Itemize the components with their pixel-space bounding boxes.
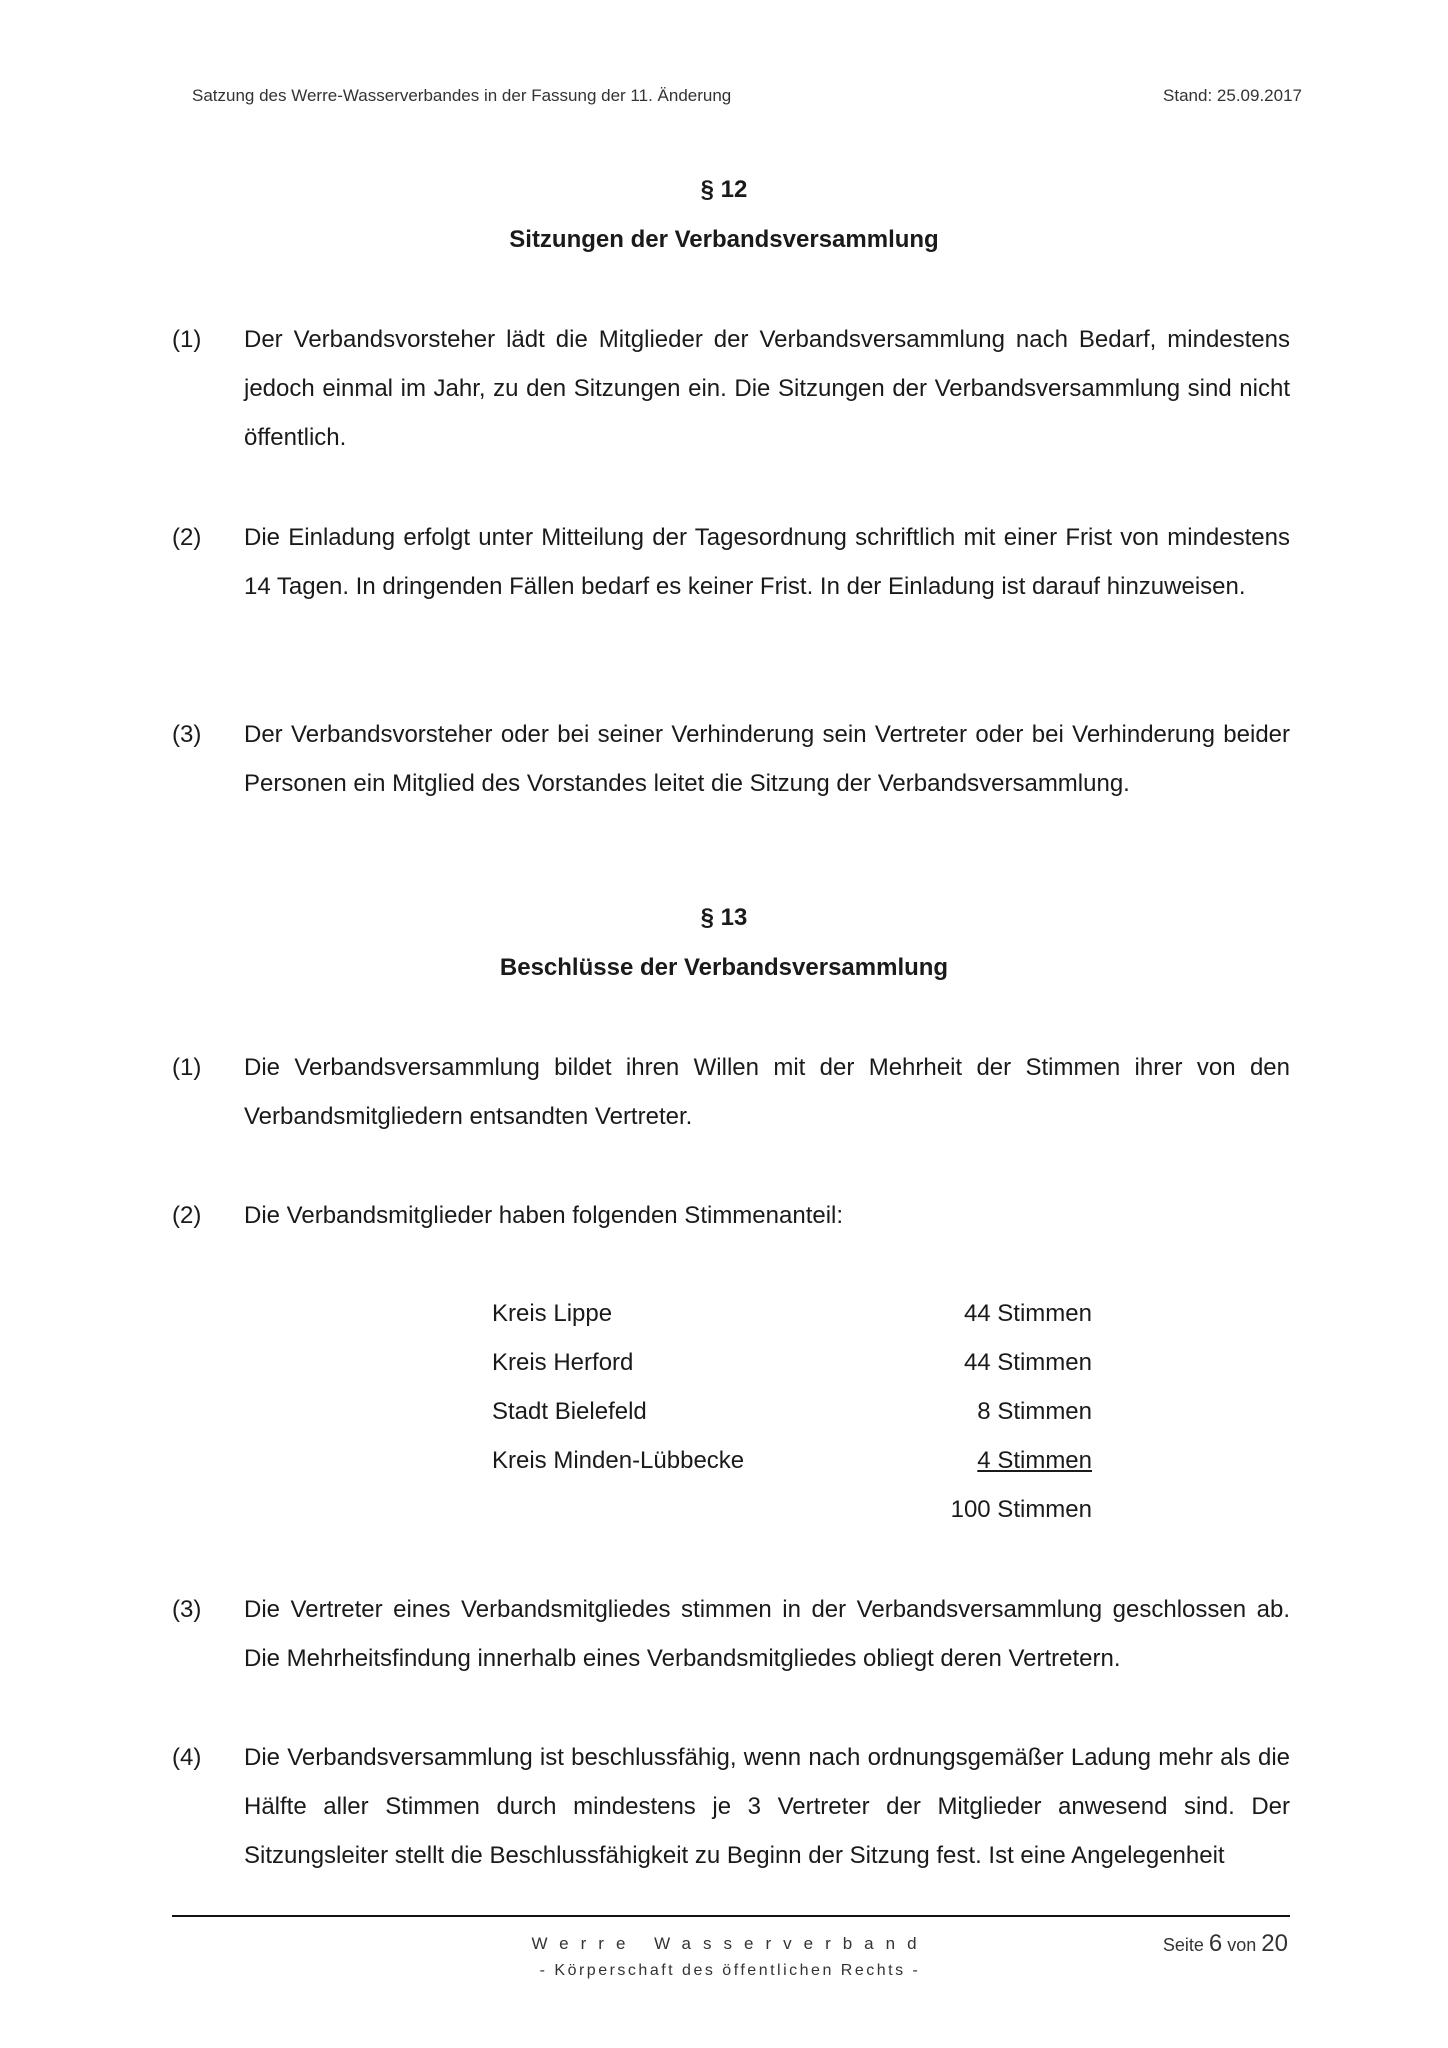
- section-13-title: Beschlüsse der Verbandsversammlung: [499, 954, 949, 981]
- section-13-clause-2: [172, 1191, 1290, 1240]
- clause-number: (3): [172, 721, 202, 748]
- clause-text: Die Verbandsversammlung bildet ihren Willen mit der Mehrheit der Stimmen ihrer von den Verbandsmitgliedern entsandten Vertreter.: [244, 1054, 1290, 1130]
- section-13-number: § 13: [700, 904, 748, 931]
- clause-number: (1): [172, 326, 202, 353]
- votes-total: 100 Stimmen: [950, 1496, 1092, 1523]
- page-prefix: Seite: [1162, 1935, 1204, 1955]
- votes-row: [492, 1289, 1092, 1338]
- votes-row: [492, 1436, 1092, 1485]
- section-12-clause-3: [172, 710, 1290, 808]
- votes-table: [492, 1289, 1092, 1534]
- clause-number: (2): [172, 1202, 202, 1229]
- section-13-clause-1: [172, 1043, 1290, 1141]
- clause-number: (2): [172, 524, 202, 551]
- section-13-clause-3: [172, 1585, 1290, 1683]
- clause-text: Die Einladung erfolgt unter Mitteilung der Tagesordnung schriftlich mit einer Frist von mindestens 14 Tagen. In dringenden Fällen bedarf es keiner Frist. In der Einladung ist darauf hinzuweisen.: [244, 524, 1290, 600]
- header-date: Stand: 25.09.2017: [1163, 86, 1302, 105]
- vote-count: 8 Stimmen: [977, 1398, 1092, 1425]
- clause-text: Die Vertreter eines Verbandsmitgliedes stimmen in der Verbandsversammlung geschlossen ab. Die Mehrheitsfindung innerhalb eines Verbandsmitgliedes obliegt deren Vertretern.: [244, 1596, 1290, 1672]
- section-12-clause-2: [172, 513, 1290, 611]
- clause-text: Der Verbandsvorsteher oder bei seiner Verhinderung sein Vertreter oder bei Verhinderung beider Personen ein Mitglied des Vorstandes leitet die Sitzung der Verbandsversammlung.: [244, 721, 1290, 797]
- votes-row: [492, 1338, 1092, 1387]
- page-current: 6: [1208, 1930, 1223, 1957]
- member-name: Stadt Bielefeld: [492, 1398, 647, 1425]
- votes-row: [492, 1387, 1092, 1436]
- clause-number: (1): [172, 1054, 202, 1081]
- footer-organization: Werre Wasserverband: [531, 1934, 929, 1953]
- clause-text: Die Verbandsversammlung ist beschlussfähig, wenn nach ordnungsgemäßer Ladung mehr als die Hälfte aller Stimmen durch mindestens je 3 Vertreter der Mitglieder anwesend sind. Der Sitzungsleiter stellt die Beschlussfähigkeit zu Beginn der Sitzung fest. Ist eine Angelegenheit: [244, 1744, 1290, 1869]
- footer-subtitle: - Körperschaft des öffentlichen Rechts -: [539, 1962, 921, 1979]
- section-13-clause-4: [172, 1733, 1290, 1880]
- section-12-clause-1: [172, 315, 1290, 462]
- vote-count: 44 Stimmen: [963, 1300, 1092, 1327]
- section-12-title: Sitzungen der Verbandsversammlung: [509, 226, 939, 253]
- votes-total-row: [492, 1485, 1092, 1534]
- member-name: Kreis Herford: [492, 1349, 634, 1376]
- page-mid: von: [1227, 1935, 1257, 1955]
- clause-text: Die Verbandsmitglieder haben folgenden Stimmenanteil:: [244, 1202, 844, 1229]
- footer-divider: [172, 1915, 1290, 1917]
- vote-count: 4 Stimmen: [977, 1447, 1092, 1474]
- member-name: Kreis Lippe: [492, 1300, 613, 1327]
- clause-number: (3): [172, 1596, 202, 1623]
- section-12-number: § 12: [700, 176, 748, 203]
- member-name: Kreis Minden-Lübbecke: [492, 1447, 745, 1474]
- page-number: [1163, 1930, 1288, 1958]
- clause-text: Der Verbandsvorsteher lädt die Mitglieder der Verbandsversammlung nach Bedarf, mindestens jedoch einmal im Jahr, zu den Sitzungen ein. Die Sitzungen der Verbandsversammlung sind nicht öffentlich.: [244, 326, 1290, 451]
- clause-number: (4): [172, 1744, 202, 1771]
- page-total: 20: [1261, 1930, 1288, 1957]
- header-title: Satzung des Werre-Wasserverbandes in der Fassung der 11. Änderung: [192, 86, 732, 105]
- vote-count: 44 Stimmen: [963, 1349, 1092, 1376]
